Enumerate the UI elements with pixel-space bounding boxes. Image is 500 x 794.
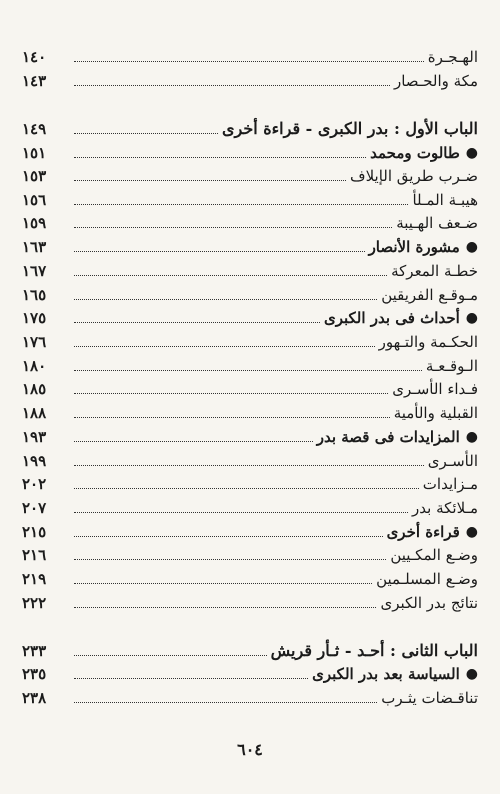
toc-entry	[22, 283, 478, 305]
toc-title: الـوقـعـة	[425, 357, 478, 375]
toc-title: خطـة المعركة	[391, 262, 478, 280]
toc-entry	[22, 686, 478, 708]
toc-page-number: ١٩٩	[22, 452, 47, 470]
bullet-icon: ●	[465, 524, 478, 540]
toc-page-number: ١٤٣	[22, 72, 47, 90]
dot-leader	[74, 583, 372, 584]
toc-title: وضـع المسلـمين	[376, 570, 478, 588]
toc-entry	[22, 45, 478, 67]
toc-page-number: ٢١٩	[22, 570, 47, 588]
dot-leader	[74, 346, 375, 347]
toc-page-number: ٢٠٧	[22, 499, 47, 517]
toc-section	[22, 235, 478, 257]
toc-entry	[22, 567, 478, 589]
toc-entry	[22, 164, 478, 186]
dot-leader	[74, 678, 308, 679]
dot-leader	[74, 607, 376, 608]
toc-title: الباب الثانى : أحـد - ثـأر قريش	[270, 641, 478, 660]
toc-title: ضـعف الهـيبة	[396, 214, 478, 232]
toc-page-number: ١٦٥	[22, 286, 47, 304]
toc-title: قراءة أخرى	[386, 523, 460, 541]
toc-page-number: ٢٣٥	[22, 665, 47, 683]
toc-title: هيبـة المـلأ	[412, 191, 478, 209]
toc-entry	[22, 188, 478, 210]
toc-entry	[22, 354, 478, 376]
dot-leader	[74, 370, 422, 371]
dot-leader	[74, 322, 320, 323]
toc-page-number: ١٧٦	[22, 333, 47, 351]
toc-title: ضـرب طريق الإيلاف	[350, 167, 478, 185]
toc-page-number: ١٥٦	[22, 191, 47, 209]
dot-leader	[74, 227, 392, 228]
toc-title: نتائج بدر الكبرى	[380, 594, 478, 612]
toc-page-number: ١٥١	[22, 144, 47, 162]
toc-title: مـوقـع الفريقين	[381, 286, 478, 304]
toc-entry	[22, 543, 478, 565]
bullet-icon: ●	[465, 239, 478, 255]
toc-title: مكة والحـصار	[393, 72, 478, 90]
bullet-icon: ●	[465, 429, 478, 445]
toc-page-number: ١٦٧	[22, 262, 47, 280]
dot-leader	[74, 85, 390, 86]
toc-entry	[22, 69, 478, 91]
dot-leader	[74, 251, 365, 252]
toc-page-number: ٢٣٣	[22, 642, 47, 660]
toc-title: مشورة الأنصار	[368, 238, 460, 256]
toc-section	[22, 520, 478, 542]
toc-page-number: ١٦٣	[22, 238, 47, 256]
toc-page-number: ٢١٦	[22, 546, 47, 564]
toc-page-number: ١٩٣	[22, 428, 47, 446]
toc-title: أحداث فى بدر الكبرى	[323, 309, 460, 327]
toc-entry	[22, 211, 478, 233]
toc-page-number: ١٧٥	[22, 309, 47, 327]
dot-leader	[74, 157, 366, 158]
bullet-icon: ●	[465, 310, 478, 326]
dot-leader	[74, 441, 313, 442]
toc-section	[22, 141, 478, 163]
toc-page-number: ١٤٠	[22, 48, 47, 66]
toc-page-number: ٢١٥	[22, 523, 47, 541]
bullet-icon: ●	[465, 145, 478, 161]
toc-title: تناقـضات يثـرب	[381, 689, 478, 707]
toc-entry	[22, 496, 478, 518]
dot-leader	[74, 559, 386, 560]
dot-leader	[74, 133, 218, 134]
toc-entry	[22, 330, 478, 352]
toc-title: المزايدات فى قصة بدر	[316, 428, 460, 446]
toc-entry	[22, 377, 478, 399]
toc-entry	[22, 472, 478, 494]
page-number: ٦٠٤	[237, 740, 263, 759]
toc-page-number: ٢٣٨	[22, 689, 47, 707]
toc-entry	[22, 401, 478, 423]
toc-title: الباب الأول : بدر الكبرى - قراءة أخرى	[222, 119, 478, 138]
toc-page-number: ١٤٩	[22, 120, 47, 138]
toc-title: الأسـرى	[427, 452, 478, 470]
toc-entry	[22, 591, 478, 613]
toc-chapter	[22, 639, 478, 661]
toc-section	[22, 662, 478, 684]
dot-leader	[74, 488, 419, 489]
dot-leader	[74, 702, 377, 703]
dot-leader	[74, 180, 346, 181]
toc-chapter	[22, 117, 478, 139]
dot-leader	[74, 512, 408, 513]
toc-entry	[22, 259, 478, 281]
toc-page-number: ١٨٥	[22, 380, 47, 398]
toc-title: مـزايدات	[422, 475, 478, 493]
toc-page-number: ١٨٨	[22, 404, 47, 422]
toc-title: فـداء الأسـرى	[392, 380, 478, 398]
dot-leader	[74, 417, 390, 418]
dot-leader	[74, 204, 408, 205]
toc-title: وضـع المكـيين	[390, 546, 478, 564]
toc-page-number: ١٥٣	[22, 167, 47, 185]
dot-leader	[74, 61, 424, 62]
toc-page-number: ١٨٠	[22, 357, 47, 375]
dot-leader	[74, 393, 388, 394]
toc-page-number: ١٥٩	[22, 214, 47, 232]
toc-title: الحكـمة والتـهور	[378, 333, 478, 351]
dot-leader	[74, 299, 377, 300]
dot-leader	[74, 275, 387, 276]
dot-leader	[74, 655, 267, 656]
toc-title: السياسة بعد بدر الكبرى	[312, 665, 460, 683]
toc-title: القبلية والأمية	[393, 404, 478, 422]
toc-section	[22, 425, 478, 447]
toc-title: طالوت ومحمد	[370, 144, 460, 162]
toc-entry	[22, 449, 478, 471]
toc-title: الهـجـرة	[427, 48, 478, 66]
dot-leader	[74, 465, 424, 466]
bullet-icon: ●	[465, 666, 478, 682]
toc-page-number: ٢٢٢	[22, 594, 47, 612]
toc-section	[22, 306, 478, 328]
toc-title: مـلائكة بدر	[412, 499, 478, 517]
dot-leader	[74, 536, 383, 537]
toc-page-number: ٢٠٢	[22, 475, 47, 493]
